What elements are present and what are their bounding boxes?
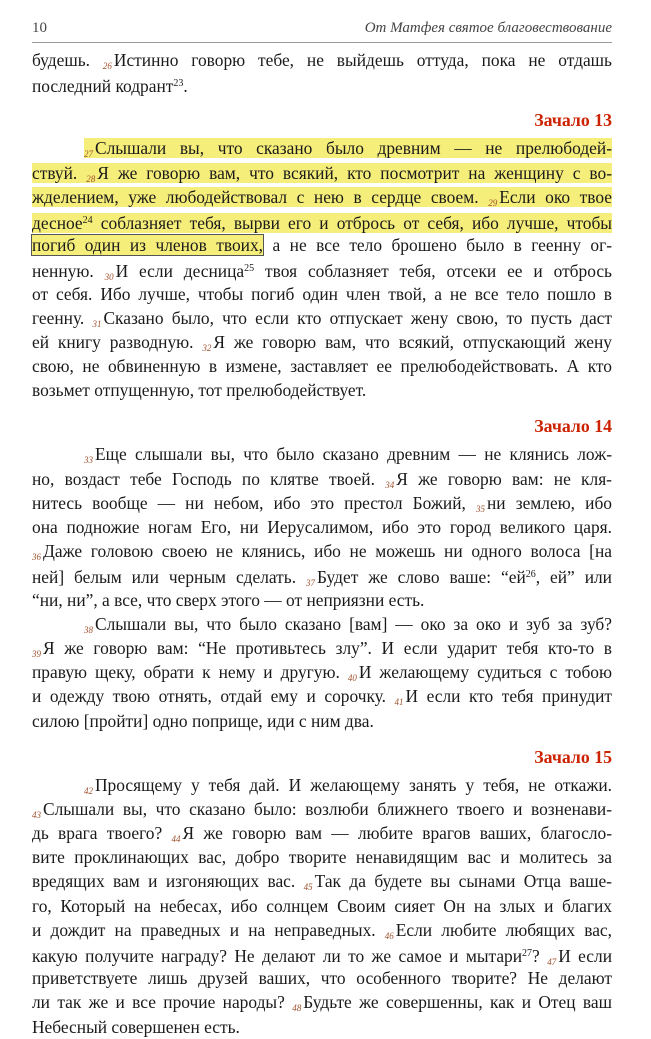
text-line: но, воздаст тебе Господь по клятве твоей. 34 Я же говорю вам: не кля- <box>32 468 612 490</box>
text-line: Небесный совершенен есть. <box>32 1016 240 1037</box>
text-line: 39 Я же говорю вам: “Не противьтесь злу”. И если ударит тебя кто-то в <box>32 637 612 659</box>
text-line: ли так же и все прочие народы? 48 Будьте же совершенны, как и Отец ваш <box>32 992 613 1014</box>
text-line: будешь. 26 Истинно говорю тебе, не выйдешь оттуда, пока не отдашь <box>32 50 612 71</box>
text-line: десное$^{24}$ соблазняет тебя, вырви его и отбрось от себя, ибо лучше, чтобы <box>32 212 612 233</box>
text-line: ненную. 30 И если десница$^{25}$ твоя соблазняет тебя, отсеки ее и отбрось <box>32 261 612 283</box>
text-line: жделением, уже любодействовал с нею в сердце своем. 29 Если око твое <box>32 186 612 208</box>
text-line: силою [пройти] одно поприще, иди с ним два. <box>32 710 374 731</box>
verse-number: 41 <box>394 697 404 708</box>
verse-number: 48 <box>292 1003 302 1014</box>
verse-number: 34 <box>385 479 395 490</box>
text-line: геенну. 31 Сказано было, что если кто отпускает жену свою, то пусть даст <box>32 307 612 329</box>
text-line: дь врага твоего? 44 Я же говорю вам — любите врагов ваших, благосло- <box>32 823 612 845</box>
footnote-marker: 24 <box>82 214 93 226</box>
verse-number: 44 <box>171 834 181 845</box>
text-line: свою, не обвиненную в измене, заставляет ее прелюбодействовать. А кто <box>32 356 612 377</box>
footnote-marker: 27 <box>522 948 533 959</box>
text-line: какую получите награду? Не делают ли то же самое и мытари$^{27}$? 47 И если <box>32 946 612 967</box>
verse-number: 35 <box>475 503 485 514</box>
text-line: нитесь вообще — ни небом, ибо это престол Божий, 35 ни землею, ибо <box>32 492 612 514</box>
verse-number: 40 <box>347 673 357 684</box>
text-line: го, Который на небесах, ибо солнцем Своим сияет Он на злых и благих <box>32 895 612 916</box>
verse-number: 30 <box>104 272 114 283</box>
text-line: ней] белым или черным сделать. 37 Будет же слово ваше: “ей$^{26}$, ей” или <box>32 567 612 589</box>
text-line: возьмет отпущенную, тот прелюбодействует. <box>32 380 367 401</box>
verse-number: 45 <box>303 882 313 893</box>
text-line: ствуй. 28 Я же говорю вам, что всякий, кто посмотрит на женщину с во- <box>32 162 613 184</box>
text-line: приветствуете лишь друзей ваших, что особенного творите? Не делают <box>32 968 612 989</box>
text-line: и дождит на праведных и на неправедных. 46 Если любите любящих вас, <box>32 919 612 941</box>
text-line: 38 Слышали вы, что было сказано [вам] — око за око и зуб за зуб? <box>84 613 612 635</box>
verse-number: 47 <box>547 957 557 967</box>
text-line: погиб один из членов твоих, а не все тело брошено было в геенну ог- <box>32 235 612 256</box>
verse-number: 29 <box>488 197 498 208</box>
text-line: “ни, ни”, а все, что сверх этого — от неприязни есть. <box>32 589 425 610</box>
footnote-marker: 23 <box>173 78 184 90</box>
verse-number: 39 <box>32 648 41 659</box>
text-line: 33 Еще слышали вы, что было сказано древним — не клянись лож- <box>84 444 612 466</box>
verse-number: 43 <box>32 809 41 820</box>
text-line: она подножие ногам Его, ни Иерусалимом, ибо это город великого царя. <box>32 517 612 537</box>
verse-number: 32 <box>202 342 212 353</box>
section-heading: Зачало 13 <box>534 110 612 131</box>
section-heading: Зачало 15 <box>534 746 612 767</box>
verse-number: 46 <box>384 930 394 941</box>
verse-number: 37 <box>306 578 315 589</box>
text-line: 27 Слышали вы, что сказано было древним — не прелюбодей- <box>84 138 612 160</box>
text-line: вредящих вам и изгоняющих вас. 45 Так да будете вы сынами Отца ваше- <box>32 871 612 893</box>
verse-number: 26 <box>102 61 112 71</box>
running-header <box>32 18 612 43</box>
text-line: правую щеку, обрати к нему и другую. 40 И желающему судиться с тобою <box>32 662 612 684</box>
verse-number: 38 <box>84 624 93 635</box>
verse-number: 31 <box>92 318 102 329</box>
verse-number: 42 <box>84 785 93 796</box>
verse-number: 36 <box>32 552 41 563</box>
verse-number: 33 <box>84 455 93 466</box>
footnote-marker: 26 <box>525 569 536 581</box>
text-line: 43 Слышали вы, что сказано было: возлюби ближнего твоего и возненави- <box>32 798 612 820</box>
verse-number: 28 <box>86 173 96 184</box>
text-line: ей книгу разводную. 32 Я же говорю вам, что всякий, отпускающий жену <box>32 331 612 353</box>
text-line: и одежду твою отнять, отдай ему и сорочку. 41 И если кто тебя принудит <box>32 686 612 708</box>
highlighted-passage[interactable] <box>32 136 612 257</box>
text-line: 42 Просящему у тебя дай. И желающему занять у тебя, не откажи. <box>84 774 612 796</box>
text-line: от себя. Ибо лучше, чтобы погиб один член твой, а не все тело пошло в <box>32 283 612 304</box>
text-line: последний кодрант$^{23}$. <box>32 76 188 97</box>
section-heading: Зачало 14 <box>534 416 612 437</box>
page-number: 10 <box>32 20 47 36</box>
footnote-marker: 25 <box>244 263 255 275</box>
body-text <box>32 48 612 1039</box>
running-title: От Матфея святое благовествование <box>364 20 612 36</box>
verse-number: 27 <box>84 149 93 160</box>
text-line: 36 Даже головою своею не клянись, ибо не можешь ни одного волоса [на <box>32 541 612 563</box>
text-line: вите проклинающих вас, добро творите ненавидящим вас и молитесь за <box>32 847 612 868</box>
